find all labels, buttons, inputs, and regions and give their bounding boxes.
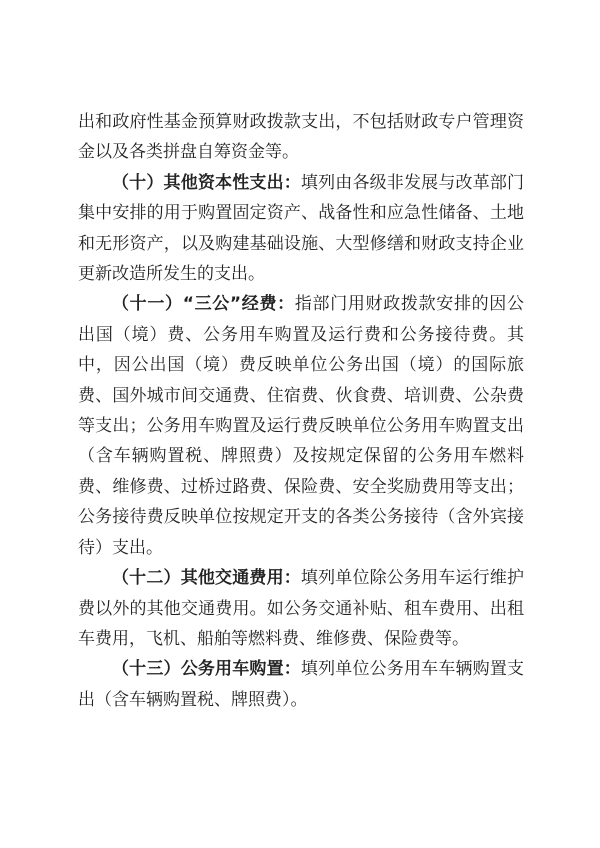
paragraph-other-transport-costs <box>78 563 524 654</box>
paragraph-heading: （十一）“三公”经费： <box>112 294 295 315</box>
paragraph-heading: （十）其他资本性支出： <box>112 172 301 193</box>
paragraph-other-capital-expenditure <box>78 168 524 290</box>
paragraph-heading: （十三）公务用车购置： <box>112 659 301 680</box>
paragraph-body: 出和政府性基金预算财政拨款支出，不包括财政专户管理资金以及各类拼盘自筹资金等。 <box>78 112 524 163</box>
paragraph-body: 填列单位公务用车车辆购置支出（含车辆购置税、牌照费）。 <box>78 659 525 710</box>
paragraph-body: 填列由各级非发展与改革部门集中安排的用于购置固定资产、战备性和应急性储备、土地和无形资产，以及购建基础设施、大型修缮和财政支持企业更新改造所发生的支出。 <box>78 172 525 285</box>
paragraph-heading: （十二）其他交通费用： <box>112 568 301 589</box>
document-body <box>78 107 524 715</box>
paragraph-continuation <box>78 107 524 168</box>
paragraph-three-public-expenses <box>78 289 524 563</box>
paragraph-body: 填列单位除公务用车运行维护费以外的其他交通费用。如公务交通补贴、租车费用、出租车费用，飞机、船舶等燃料费、维修费、保险费等。 <box>78 568 525 649</box>
paragraph-body: 指部门用财政拨款安排的因公出国（境）费、公务用车购置及运行费和公务接待费。其中，因公出国（境）费反映单位公务出国（境）的国际旅费、国外城市间交通费、住宿费、伙食费、培训费、公杂费等支出；公务用车购置及运行费反映单位公务用车购置支出（含车辆购置税、牌照费）及按规定保留的公务用车燃料费、维修费、过桥过路费、保险费、安全奖励费用等支出；公务接待费反映单位按规定开支的各类公务接待（含外宾接待）支出。 <box>78 294 524 558</box>
paragraph-official-vehicle-purchase <box>78 654 524 715</box>
